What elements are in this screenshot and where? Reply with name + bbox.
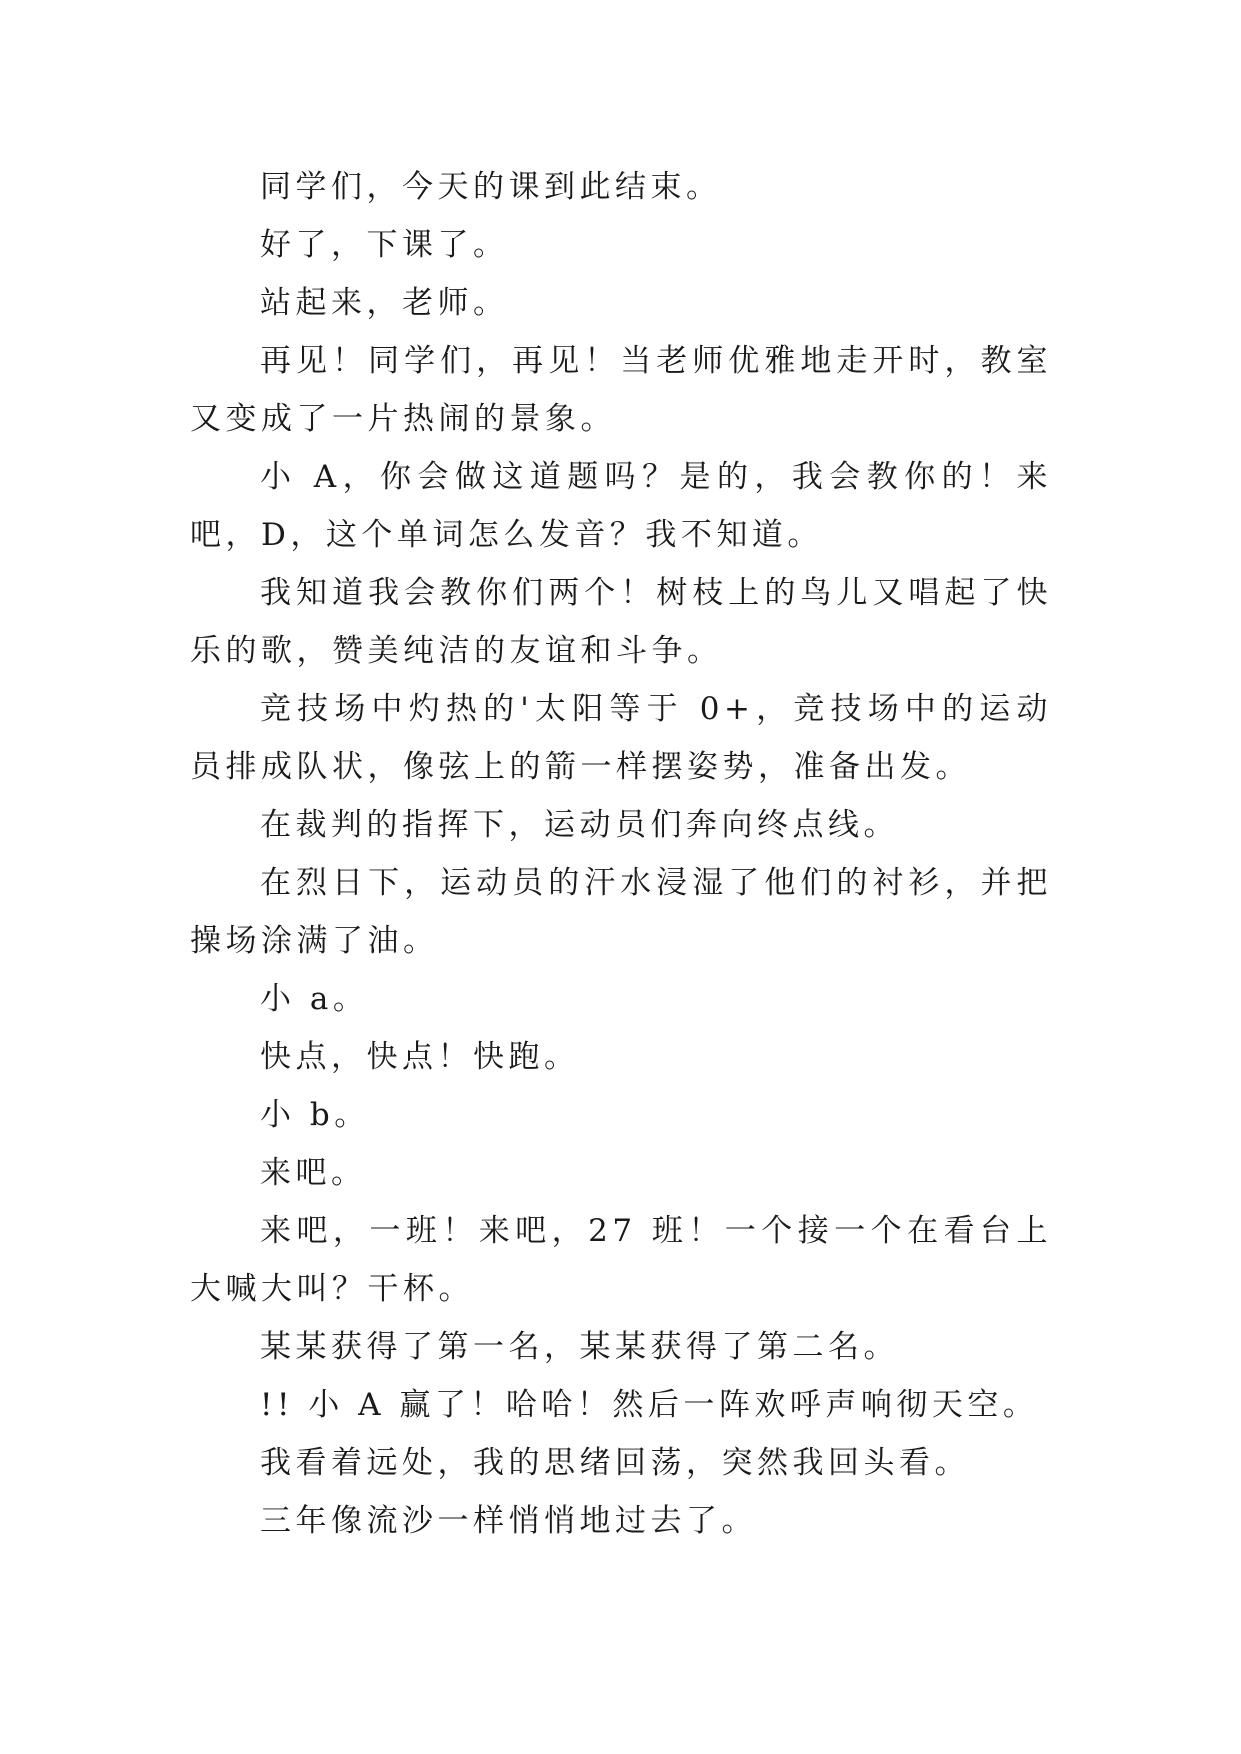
paragraph: 快点，快点！快跑。	[260, 1039, 580, 1075]
paragraph: 小 b。	[260, 1097, 370, 1133]
paragraph: 来吧，一班！来吧，27 班！一个接一个在看台上大喊大叫？干杯。	[190, 1213, 1052, 1307]
paragraph: 我看着远处，我的思绪回荡，突然我回头看。	[260, 1445, 970, 1481]
paragraph: 我知道我会教你们两个！树枝上的鸟儿又唱起了快乐的歌，赞美纯洁的友谊和斗争。	[190, 575, 1052, 669]
paragraph: 站起来，老师。	[260, 285, 509, 321]
paragraph: 在裁判的指挥下，运动员们奔向终点线。	[260, 807, 899, 843]
paragraph: 三年像流沙一样悄悄地过去了。	[260, 1503, 757, 1539]
paragraph: 再见！同学们，再见！当老师优雅地走开时，教室又变成了一片热闹的景象。	[190, 343, 1052, 437]
paragraph: 小 A，你会做这道题吗？是的，我会教你的！来吧，D，这个单词怎么发音？我不知道。	[190, 459, 1052, 553]
paragraph: 在烈日下，运动员的汗水浸湿了他们的衬衫，并把操场涂满了油。	[190, 865, 1052, 959]
paragraph: 好了，下课了。	[260, 227, 509, 263]
document-body	[190, 158, 1052, 1550]
paragraph: 竞技场中灼热的'太阳等于 0+，竞技场中的运动员排成队状，像弦上的箭一样摆姿势，准备出发。	[190, 691, 1052, 785]
paragraph: !! 小 A 赢了！哈哈！然后一阵欢呼声响彻天空。	[260, 1387, 1039, 1423]
paragraph: 某某获得了第一名，某某获得了第二名。	[260, 1329, 899, 1365]
paragraph: 同学们，今天的课到此结束。	[260, 169, 722, 205]
paragraph: 来吧。	[260, 1155, 367, 1191]
paragraph: 小 a。	[260, 981, 369, 1017]
